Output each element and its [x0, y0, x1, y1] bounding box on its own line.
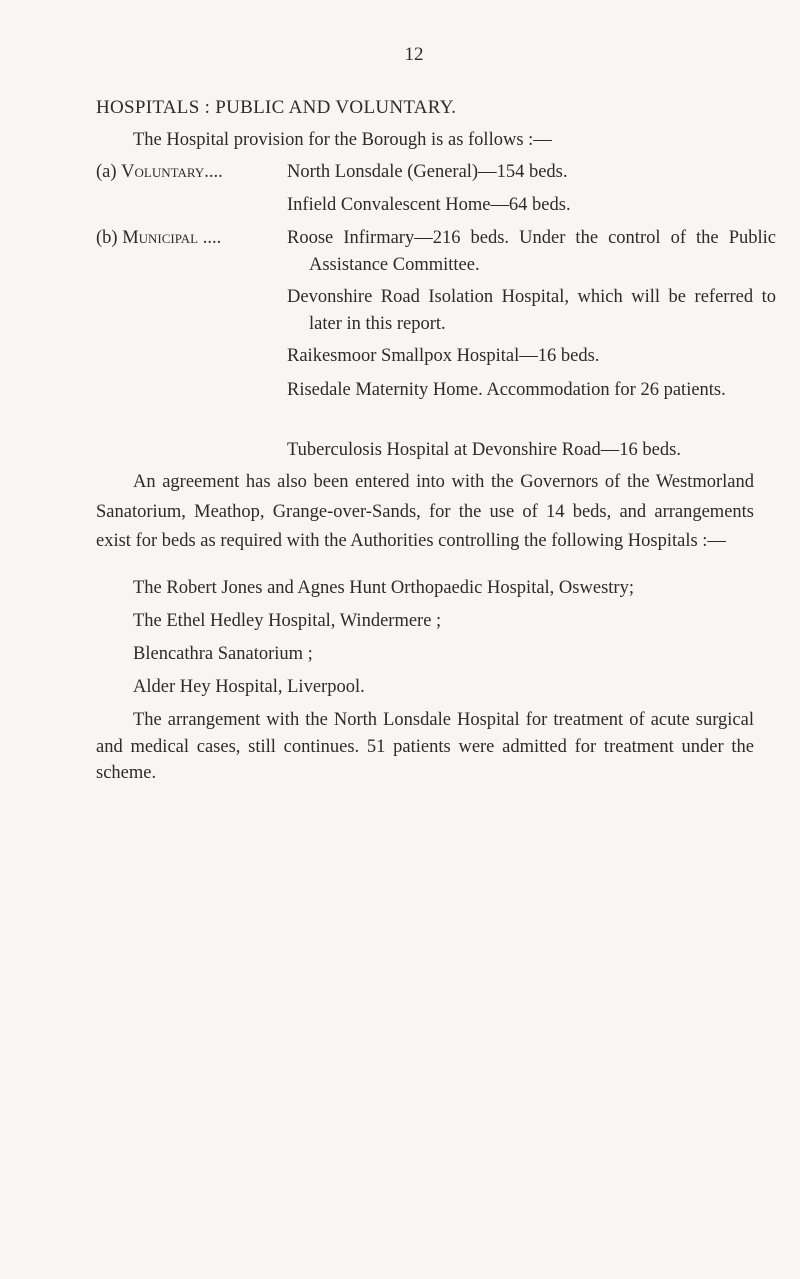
list-item: Tuberculosis Hospital at Devonshire Road—16 beds. — [287, 440, 681, 460]
section-a-marker: (a) — [96, 162, 117, 182]
section-b-marker: (b) — [96, 228, 118, 248]
list-item: Roose Infirmary—216 beds. Under the control of the Public Assistance Committee. — [287, 228, 776, 275]
list-item: Alder Hey Hospital, Liverpool. — [133, 677, 365, 697]
list-item: Blencathra Sanatorium ; — [133, 644, 313, 664]
list-item: The Robert Jones and Agnes Hunt Orthopaedic Hospital, Oswestry; — [133, 578, 634, 598]
section-b-label — [96, 225, 221, 252]
list-item: Raikesmoor Smallpox Hospital—16 beds. — [287, 346, 600, 366]
intro-text: The Hospital provision for the Borough is as follows :— — [133, 130, 552, 150]
list-item: Risedale Maternity Home. Accommodation for 26 patients. — [287, 380, 726, 400]
page-heading: HOSPITALS : PUBLIC AND VOLUNTARY. — [96, 97, 457, 118]
list-item: The Ethel Hedley Hospital, Windermere ; — [133, 611, 442, 631]
closing-paragraph: The arrangement with the North Lonsdale Hospital for treatment of acute surgical and medical cases, still continues. 51 patients were admitted for treatment under the scheme. — [96, 710, 754, 783]
list-item: Devonshire Road Isolation Hospital, which will be referred to later in this report. — [287, 287, 776, 334]
agreement-paragraph: An agreement has also been entered into with the Governors of the Westmorland Sanatorium, Meathop, Grange-over-Sands, for the use of 14 beds, and arrangements exist for beds as required with the Authorities controlling the following Hospitals :— — [96, 472, 754, 551]
section-b-title: Municipal .... — [122, 228, 222, 248]
section-a-label — [96, 159, 223, 186]
section-a-title: Voluntary.... — [121, 162, 223, 182]
list-item: Infield Convalescent Home—64 beds. — [287, 195, 571, 215]
page-number: 12 — [404, 44, 424, 65]
list-item: North Lonsdale (General)—154 beds. — [287, 162, 568, 182]
